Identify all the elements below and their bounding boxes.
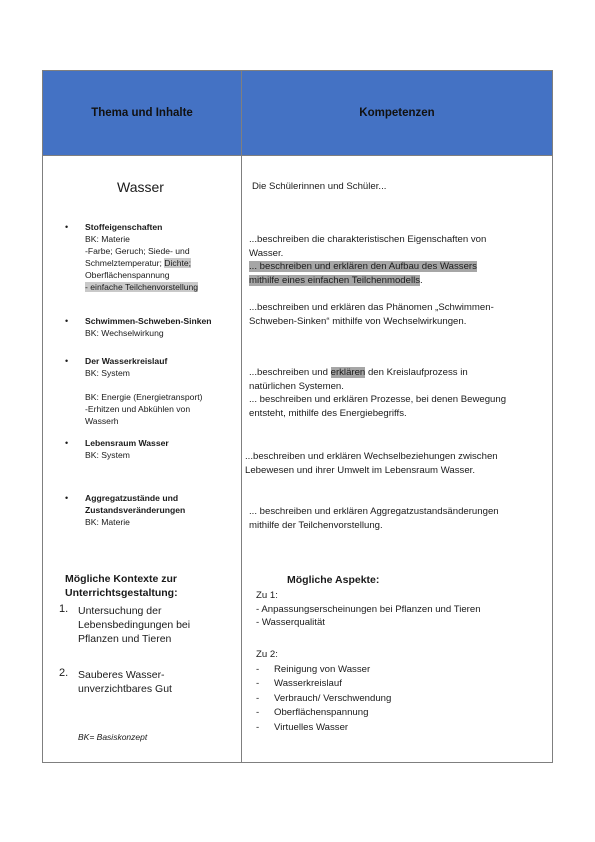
table-header	[43, 71, 552, 156]
aspect-item: Reinigung von Wasser	[274, 663, 371, 675]
bullet-icon: •	[65, 438, 69, 448]
topic-line: BK: System	[85, 368, 130, 378]
context-line: Sauberes Wasser-	[78, 669, 165, 681]
topic-aggregatzustaende	[85, 492, 185, 528]
aspect-item: Oberflächenspannung	[274, 707, 369, 718]
footnote: BK= Basiskonzept	[78, 732, 148, 742]
competence-wasserkreislauf	[249, 366, 506, 420]
aspects-zu2: Zu 2: - Reinigung von Wasser - Wasserkreislauf - Verbrauch/ Verschwendung - Oberflächenspannung - Virtuelles Wasser	[256, 649, 392, 733]
aspects-label: Zu 1:	[256, 590, 278, 601]
aspects-label: Zu 2:	[256, 649, 278, 660]
competence-line: Schweben-Sinken“ mithilfe von Wechselwirkungen.	[249, 315, 467, 327]
context-heading	[65, 572, 178, 600]
aspect-item: Verbrauch/ Verschwendung	[274, 692, 392, 704]
context-item-2	[78, 668, 172, 696]
bullet-icon: •	[65, 222, 69, 232]
topic-line: -Farbe; Geruch; Siede- und	[85, 246, 190, 256]
topic-schwimmen	[85, 315, 212, 339]
topic-heading: Stoffeigenschaften	[85, 222, 163, 232]
topic-line: -Erhitzen und Abkühlen von	[85, 404, 191, 414]
topic-line: BK: System	[85, 450, 130, 460]
header-competences: Kompetenzen	[359, 107, 435, 119]
bullet-icon: •	[65, 316, 69, 326]
competence-line: den Kreislaufprozess in	[365, 367, 468, 378]
topic-heading: Zustandsveränderungen	[85, 505, 186, 515]
context-line: Pflanzen und Tieren	[78, 633, 172, 645]
topic-stoffeigenschaften	[85, 221, 198, 293]
competence-line: natürlichen Systemen.	[249, 380, 344, 392]
competence-aggregatzustaende	[249, 505, 499, 532]
competence-line: .	[420, 274, 423, 286]
topic-line: BK: Energie (Energietransport)	[85, 392, 203, 402]
topic-line: Wasserh	[85, 416, 119, 426]
bullet-icon: •	[65, 493, 69, 503]
competence-table	[42, 70, 553, 763]
topic-line: BK: Materie	[85, 517, 130, 527]
context-line: unverzichtbares Gut	[78, 683, 172, 695]
context-number: 2.	[59, 667, 69, 679]
competence-line: Lebewesen und ihrer Umwelt im Lebensraum Wasser.	[245, 464, 475, 476]
competence-line: ... beschreiben und erklären Aggregatzustandsänderungen	[249, 506, 499, 517]
competence-intro: Die Schülerinnen und Schüler...	[252, 181, 387, 192]
competence-line: mithilfe der Teilchenvorstellung.	[249, 519, 383, 531]
context-item-1	[78, 604, 190, 646]
competence-line: ...beschreiben und	[249, 367, 331, 378]
highlight-erklaeren: erklären	[330, 367, 366, 378]
competence-line: ...beschreiben und erklären Wechselbeziehungen zwischen	[245, 451, 498, 462]
column-divider	[241, 71, 242, 762]
topic-line: Schmelztemperatur;	[85, 258, 162, 268]
context-number: 1.	[59, 603, 69, 615]
aspect-item: Virtuelles Wasser	[274, 721, 349, 733]
highlight-dichte: Dichte;	[164, 258, 192, 268]
competence-line: ...beschreiben und erklären das Phänomen „Schwimmen-	[249, 302, 494, 313]
context-heading-line2: Unterrichtsgestaltung:	[65, 587, 178, 599]
competence-stoffeigenschaften	[249, 233, 486, 287]
highlight-aufbau: mithilfe eines einfachen Teilchenmodells	[249, 274, 421, 286]
competence-lebensraum	[245, 450, 498, 477]
competence-line: ... beschreiben und erklären Prozesse, bei denen Bewegung	[249, 394, 507, 405]
competence-line: ...beschreiben die charakteristischen Eigenschaften von	[249, 234, 487, 245]
competence-line: entsteht, mithilfe des Energiebegriffs.	[249, 407, 407, 419]
topic-heading: Schwimmen-Schweben-Sinken	[85, 316, 212, 326]
aspects-zu1	[256, 589, 481, 630]
aspect-item: - Wasserqualität	[256, 617, 325, 628]
context-heading-line1: Mögliche Kontexte zur	[65, 573, 178, 585]
topic-line: BK: Wechselwirkung	[85, 328, 164, 338]
topic-lebensraum	[85, 437, 169, 461]
bullet-icon: •	[65, 356, 69, 366]
competence-line: Wasser.	[249, 247, 284, 259]
topic-heading: Der Wasserkreislauf	[85, 356, 168, 366]
competence-schwimmen	[249, 301, 494, 328]
aspect-item: Wasserkreislauf	[274, 678, 342, 689]
highlight-teilchen: - einfache Teilchenvorstellung	[85, 282, 199, 292]
context-line: Untersuchung der	[78, 605, 162, 617]
topic-line: BK: Materie	[85, 234, 130, 244]
aspects-heading: Mögliche Aspekte:	[287, 574, 380, 586]
topic-heading: Lebensraum Wasser	[85, 438, 169, 448]
topic-line: Oberflächenspannung	[85, 270, 170, 280]
aspect-item: - Anpassungserscheinungen bei Pflanzen und Tieren	[256, 603, 481, 615]
context-line: Lebensbedingungen bei	[78, 619, 191, 631]
header-topics: Thema und Inhalte	[91, 107, 193, 119]
topic-heading: Aggregatzustände und	[85, 493, 179, 503]
topic-wasserkreislauf	[85, 355, 203, 427]
highlight-aufbau: ... beschreiben und erklären den Aufbau des Wassers	[249, 261, 477, 272]
topic-title: Wasser	[117, 179, 164, 195]
